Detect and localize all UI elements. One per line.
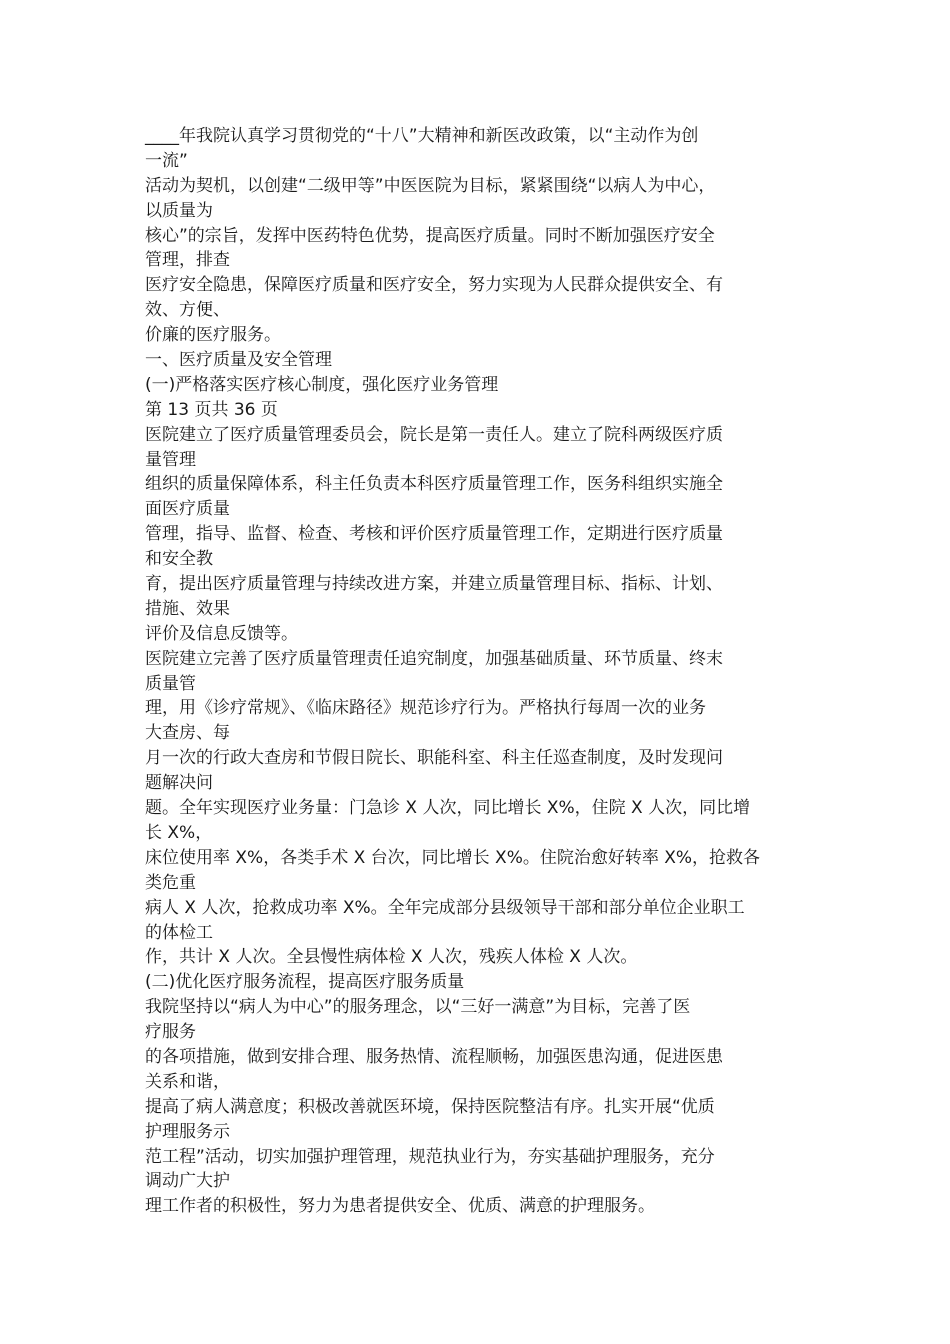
text-line: 的体检工 xyxy=(145,922,213,943)
text-line: 长 X%， xyxy=(145,822,213,843)
text-line: 量管理 xyxy=(145,449,196,470)
text-line: 疗服务 xyxy=(145,1022,196,1043)
text-line: 范工程”活动，切实加强护理管理，规范执业行为，夯实基础护理服务，充分 xyxy=(145,1146,715,1167)
text-line: 一流” xyxy=(145,150,188,171)
text-line: 质量管 xyxy=(145,673,196,694)
text-line: 理，用《诊疗常规》、《临床路径》规范诊疗行为。严格执行每周一次的业务 xyxy=(145,698,706,719)
text-line: 题。全年实现医疗业务量：门急诊 X 人次，同比增长 X%，住院 X 人次，同比增 xyxy=(145,798,751,819)
document-body xyxy=(145,124,815,1219)
text-line: 核心”的宗旨，发挥中医药特色优势，提高医疗质量。同时不断加强医疗安全 xyxy=(145,225,715,246)
text-line: 作，共计 X 人次。全县慢性病体检 X 人次，残疾人体检 X 人次。 xyxy=(145,947,638,968)
subsection-heading: (二)优化医疗服务流程，提高医疗服务质量 xyxy=(145,972,465,993)
text-line: 育，提出医疗质量管理与持续改进方案，并建立质量管理目标、指标、计划、 xyxy=(145,574,723,595)
text-line: 理工作者的积极性，努力为患者提供安全、优质、满意的护理服务。 xyxy=(145,1196,655,1217)
section-heading: 一、医疗质量及安全管理 xyxy=(145,350,332,371)
text-line: 管理，指导、监督、检查、考核和评价医疗质量管理工作，定期进行医疗质量 xyxy=(145,524,723,545)
text-line: 活动为契机，以创建“二级甲等”中医医院为目标，紧紧围绕“以病人为中心， xyxy=(145,175,716,196)
text-line: 价廉的医疗服务。 xyxy=(145,325,281,346)
text-line: 医院建立完善了医疗质量管理责任追究制度，加强基础质量、环节质量、终末 xyxy=(145,648,723,669)
page-number: 第 13 页共 36 页 xyxy=(145,399,278,420)
text-line: 管理，排查 xyxy=(145,250,230,271)
text-line: 面医疗质量 xyxy=(145,499,230,520)
text-line: 护理服务示 xyxy=(145,1121,230,1142)
text-line: ____年我院认真学习贯彻党的“十八”大精神和新医改政策，以“主动作为创 xyxy=(145,126,699,146)
text-line: 组织的质量保障体系，科主任负责本科医疗质量管理工作，医务科组织实施全 xyxy=(145,474,723,495)
text-line: 和安全教 xyxy=(145,549,213,570)
text-line: 以质量为 xyxy=(145,200,213,221)
text-line: 月一次的行政大查房和节假日院长、职能科室、科主任巡查制度，及时发现问 xyxy=(145,748,723,769)
text-line: 评价及信息反馈等。 xyxy=(145,623,298,644)
text-line: 床位使用率 X%，各类手术 X 台次，同比增长 X%。住院治愈好转率 X%，抢救各 xyxy=(145,847,761,868)
text-line: 大查房、每 xyxy=(145,723,230,744)
text-line: 题解决问 xyxy=(145,773,213,794)
text-line: 医疗安全隐患，保障医疗质量和医疗安全，努力实现为人民群众提供安全、有 xyxy=(145,275,723,296)
text-line: 调动广大护 xyxy=(145,1171,230,1192)
subsection-heading: (一)严格落实医疗核心制度，强化医疗业务管理 xyxy=(145,374,499,395)
text-line: 效、方便、 xyxy=(145,300,230,321)
text-line: 病人 X 人次，抢救成功率 X%。全年完成部分县级领导干部和部分单位企业职工 xyxy=(145,897,745,918)
text-line: 我院坚持以“病人为中心”的服务理念，以“三好一满意”为目标，完善了医 xyxy=(145,997,691,1018)
text-line: 措施、效果 xyxy=(145,598,230,619)
text-line: 类危重 xyxy=(145,872,196,893)
text-line: 医院建立了医疗质量管理委员会，院长是第一责任人。建立了院科两级医疗质 xyxy=(145,424,723,445)
text-line: 提高了病人满意度；积极改善就医环境，保持医院整洁有序。扎实开展“优质 xyxy=(145,1096,715,1117)
text-line: 关系和谐， xyxy=(145,1071,230,1092)
text-line: 的各项措施，做到安排合理、服务热情、流程顺畅，加强医患沟通，促进医患 xyxy=(145,1046,723,1067)
